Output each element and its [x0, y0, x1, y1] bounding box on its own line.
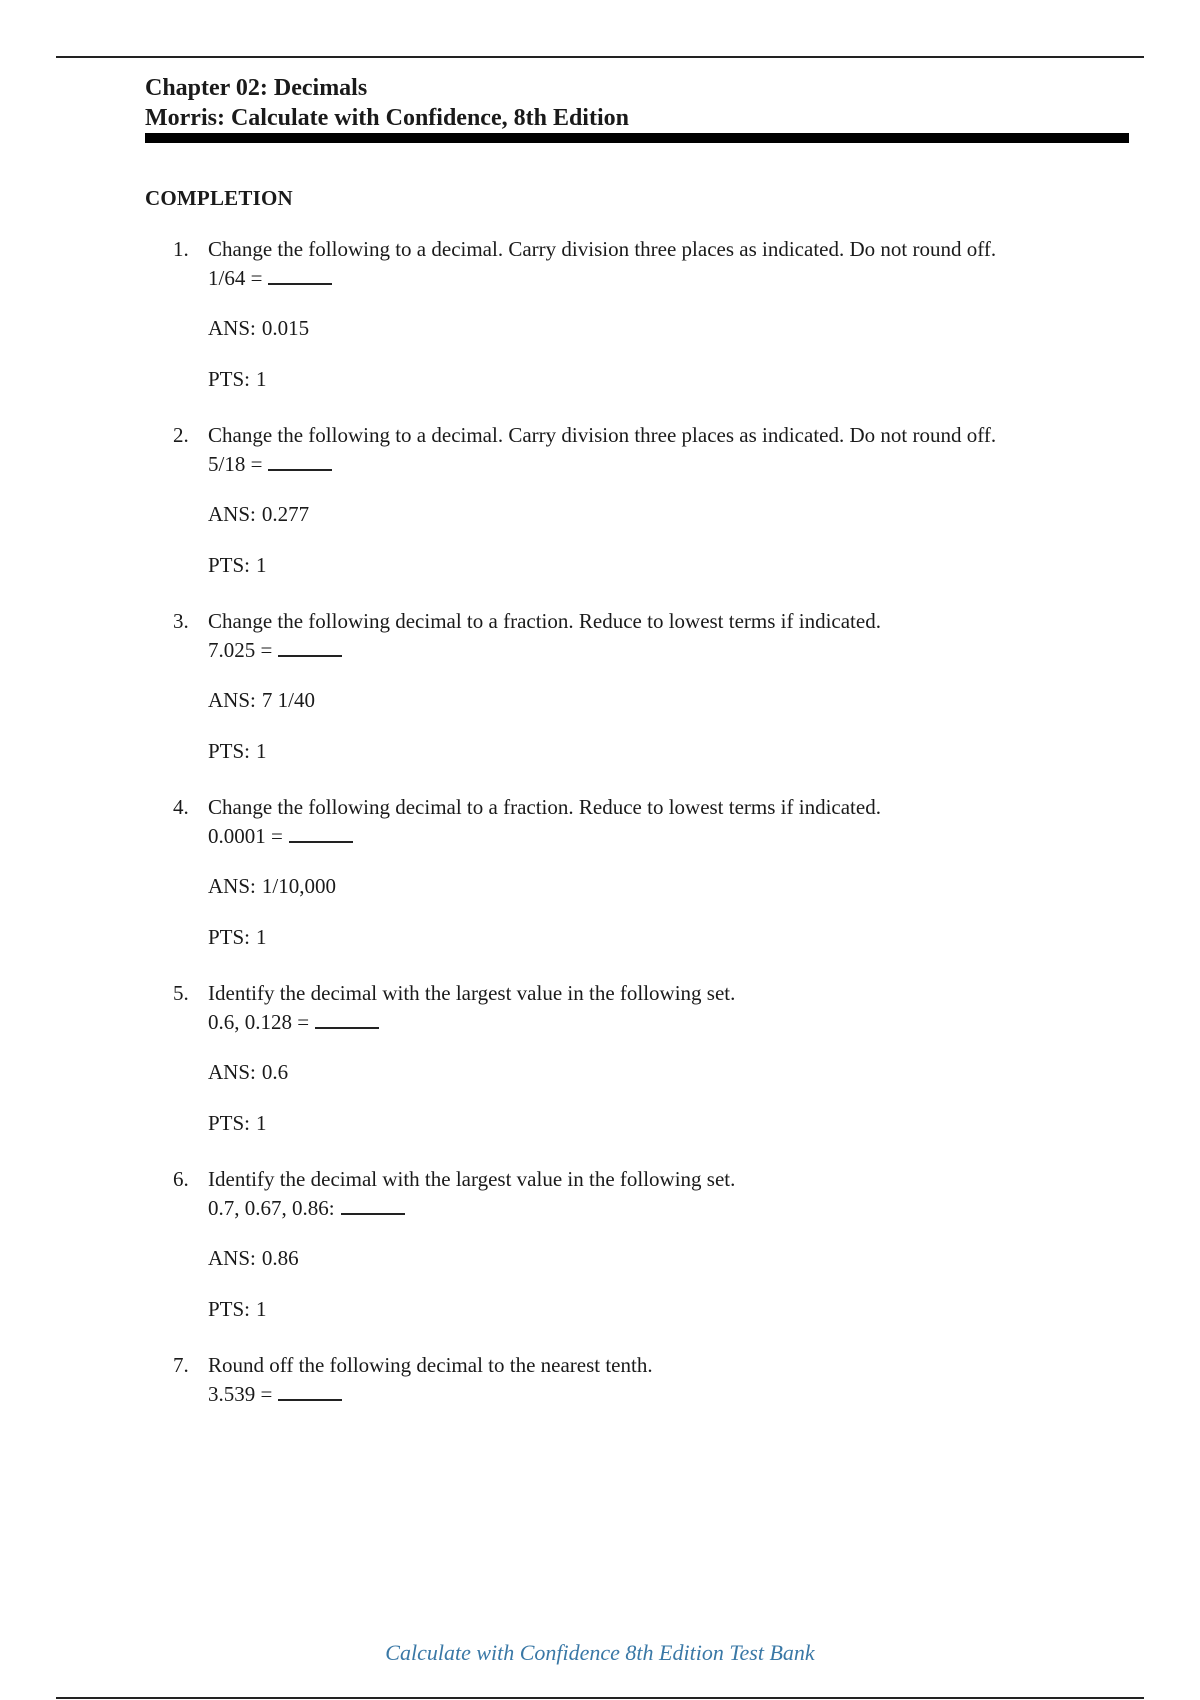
question-number: 7. — [173, 1353, 189, 1377]
expression-text: 0.6, 0.128 = — [208, 1010, 310, 1034]
points-value: 1 — [256, 925, 267, 949]
answer-blank — [315, 1007, 379, 1029]
question-item — [145, 794, 1145, 980]
pts-label: PTS: — [208, 925, 251, 949]
points-line — [208, 924, 1138, 951]
ans-label: ANS: — [208, 316, 256, 340]
question-item — [145, 1166, 1145, 1352]
top-rule — [56, 56, 1144, 58]
question-prompt: Identify the decimal with the largest value in the following set. — [208, 1167, 736, 1191]
question-item — [145, 980, 1145, 1166]
question-expression — [208, 1007, 1138, 1036]
answer-blank — [278, 635, 342, 657]
answer-value: 0.86 — [261, 1246, 299, 1270]
answer-value: 0.277 — [261, 502, 310, 526]
question-body — [208, 794, 1138, 951]
question-body — [208, 422, 1138, 579]
chapter-title: Chapter 02: Decimals — [145, 75, 368, 101]
pts-label: PTS: — [208, 367, 251, 391]
answer-line — [208, 501, 1138, 528]
answer-line — [208, 1245, 1138, 1272]
answer-blank — [268, 263, 332, 285]
answer-blank — [278, 1379, 342, 1401]
book-title: Morris: Calculate with Confidence, 8th Edition — [145, 105, 629, 131]
points-value: 1 — [256, 367, 267, 391]
pts-label: PTS: — [208, 739, 251, 763]
question-prompt: Change the following decimal to a fraction. Reduce to lowest terms if indicated. — [208, 795, 881, 819]
answer-blank — [289, 821, 353, 843]
answer-blank — [341, 1193, 405, 1215]
question-number: 2. — [173, 423, 189, 447]
question-expression — [208, 263, 1138, 292]
ans-label: ANS: — [208, 874, 256, 898]
section-title: COMPLETION — [145, 186, 293, 210]
question-body — [208, 236, 1138, 393]
question-body — [208, 1166, 1138, 1323]
ans-label: ANS: — [208, 688, 256, 712]
pts-label: PTS: — [208, 553, 251, 577]
points-line — [208, 1296, 1138, 1323]
expression-text: 0.7, 0.67, 0.86: — [208, 1196, 335, 1220]
expression-text: 5/18 = — [208, 452, 263, 476]
question-expression — [208, 821, 1138, 850]
question-number: 5. — [173, 981, 189, 1005]
expression-text: 0.0001 = — [208, 824, 283, 848]
footer-title: Calculate with Confidence 8th Edition Test Bank — [385, 1640, 815, 1665]
pts-label: PTS: — [208, 1297, 251, 1321]
answer-value: 1/10,000 — [261, 874, 336, 898]
question-body — [208, 608, 1138, 765]
answer-value: 7 1/40 — [261, 688, 315, 712]
answer-line — [208, 873, 1138, 900]
question-number: 1. — [173, 237, 189, 261]
question-item — [145, 608, 1145, 794]
answer-value: 0.015 — [261, 316, 310, 340]
points-line — [208, 552, 1138, 579]
ans-label: ANS: — [208, 1060, 256, 1084]
question-prompt: Change the following decimal to a fraction. Reduce to lowest terms if indicated. — [208, 609, 881, 633]
answer-value: 0.6 — [261, 1060, 289, 1084]
points-line — [208, 1110, 1138, 1137]
ans-label: ANS: — [208, 1246, 256, 1270]
question-number: 6. — [173, 1167, 189, 1191]
question-number: 3. — [173, 609, 189, 633]
question-body — [208, 980, 1138, 1137]
question-number: 4. — [173, 795, 189, 819]
answer-line — [208, 687, 1138, 714]
points-value: 1 — [256, 1111, 267, 1135]
question-expression — [208, 1193, 1138, 1222]
question-expression — [208, 635, 1138, 664]
question-prompt: Change the following to a decimal. Carry division three places as indicated. Do not round off. — [208, 423, 997, 447]
question-item — [145, 1352, 1145, 1538]
pts-label: PTS: — [208, 1111, 251, 1135]
question-list — [145, 236, 1145, 1538]
bottom-rule — [56, 1697, 1144, 1699]
header-bar — [145, 133, 1129, 143]
points-value: 1 — [256, 553, 267, 577]
points-value: 1 — [256, 1297, 267, 1321]
expression-text: 3.539 = — [208, 1382, 273, 1406]
points-value: 1 — [256, 739, 267, 763]
answer-blank — [268, 449, 332, 471]
document-header — [145, 73, 1129, 133]
question-expression — [208, 1379, 1138, 1408]
expression-text: 7.025 = — [208, 638, 273, 662]
answer-line — [208, 1059, 1138, 1086]
question-expression — [208, 449, 1138, 478]
question-body — [208, 1352, 1138, 1408]
answer-line — [208, 315, 1138, 342]
question-prompt: Round off the following decimal to the nearest tenth. — [208, 1353, 653, 1377]
question-item — [145, 236, 1145, 422]
question-prompt: Identify the decimal with the largest value in the following set. — [208, 981, 736, 1005]
expression-text: 1/64 = — [208, 266, 263, 290]
question-item — [145, 422, 1145, 608]
question-prompt: Change the following to a decimal. Carry division three places as indicated. Do not round off. — [208, 237, 997, 261]
ans-label: ANS: — [208, 502, 256, 526]
points-line — [208, 738, 1138, 765]
points-line — [208, 366, 1138, 393]
